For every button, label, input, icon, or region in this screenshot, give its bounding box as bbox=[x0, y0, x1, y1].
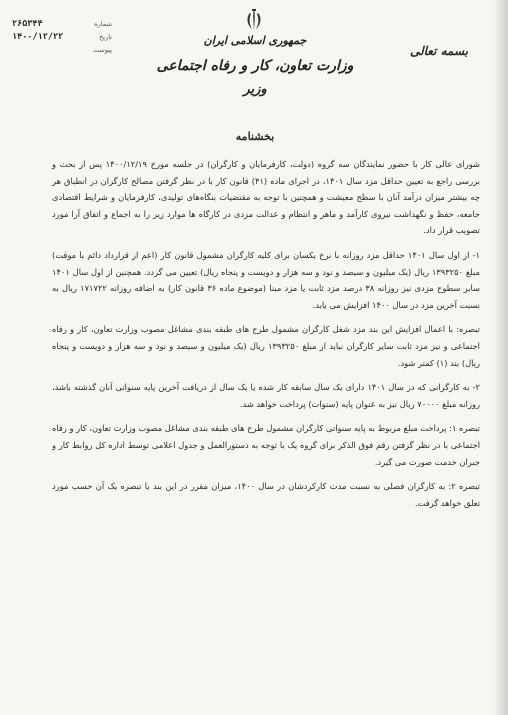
date-row bbox=[12, 31, 112, 44]
paragraph-note-2: تبصره ۲: به کارگران فصلی به نسبت مدت کارکردشان در سال ۱۴۰۰، میزان مقرر در این بند با تبصره یک آن حسب مورد تعلق خواهد گرفت. bbox=[52, 481, 480, 508]
number-label: شماره bbox=[94, 20, 112, 28]
paragraph-item-2: ۲- به کارگرانی که در سال ۱۴۰۱ دارای یک سال سابقه کار شده یا یک سال از دریافت آخرین پایه سنواتی آنان گذشته باشد، روزانه مبلغ ۷۰۰۰۰ ریال نیز به عنوان پایه (سنوات) پرداخت خواهد شد. bbox=[52, 382, 480, 409]
document-body bbox=[52, 156, 480, 519]
number-value: ۲۶۵۳۴۴ bbox=[12, 19, 43, 29]
paragraph-note-1: تبصره ۱: پرداخت مبلغ مربوط به پایه سنواتی کارگران مشمول طرح های طبقه بندی مشاغل مصوب وزارت تعاون، کار و رفاه اجتماعی با در نظر گرفتن رقم فوق الذکر برای گروه یک با توجه به دستورالعمل و جدول اعلامی توسط اداره کل روابط کار و جبران خدمت صورت می گیرد. bbox=[52, 423, 480, 467]
document-title: بخشنامه bbox=[235, 130, 275, 143]
office-name: وزیر bbox=[243, 82, 267, 97]
letter-meta bbox=[12, 18, 112, 57]
date-label: تاریخ bbox=[99, 33, 112, 41]
basmala: بسمه تعالی bbox=[409, 44, 468, 58]
attach-label: پیوست bbox=[93, 46, 112, 54]
country-name: جمهوری اسلامی ایران bbox=[203, 34, 307, 47]
paragraph-intro: شورای عالی کار با حضور نمایندگان سه گروه (دولت، کارفرمایان و کارگران) در جلسه مورخ ۱۴۰۰/۱۲/۱۹ پس از بحث و بررسی راجع به تعیین حداقل مزد سال ۱۴۰۱، در اجرای ماده (۴۱) قانون کار با در نظر گرفتن مصالح کارگران در انطباق هر چه بیشتر میزان درآمد آنان با سطح معیشت و همچنین با توجه به مقتضیات بنگاه‌های تولیدی، کارفرمایان و شرایط اقتصادی جامعه، حفظ و نگهداشت نیروی کارآمد و ماهر و انتظام و عدالت مزدی در کارگاه ها موارد زیر را به اجماع و اتفاق آرا مورد تصویب قرار داد. bbox=[52, 159, 481, 236]
paragraph-note: تبصره: با اعمال افزایش این بند مزد شغل کارگران مشمول طرح های طبقه بندی مشاغل مصوب وزارت تعاون، کار و رفاه اجتماعی و نیز مزد ثابت سایر کارگران نباید از مبلغ ۱۳۹۳۲۵۰ ریال (یک میلیون و سیصد و نود و سه هزار و دویست و پنجاه ریال) بند (۱) کمتر شود. bbox=[52, 324, 480, 368]
date-value: ۱۴۰۰/۱۲/۲۲ bbox=[12, 32, 64, 42]
number-row bbox=[12, 18, 112, 31]
attach-row bbox=[12, 44, 112, 57]
ministry-name: وزارت تعاون، کار و رفاه اجتماعی bbox=[156, 58, 354, 74]
paragraph-item-1: ۱- از اول سال ۱۴۰۱ حداقل مزد روزانه با نرخ یکسان برای کلیه کارگران مشمول قانون کار (اعم از قرارداد دائم یا موقت) مبلغ ۱۳۹۳۲۵۰ ریال (یک میلیون و سیصد و نود و سه هزار و دویست و پنجاه ریال) تعیین می گردد. همچنین از اول سال ۱۴۰۱ سایر سطوح مزدی نیز روزانه ۳۸ درصد مزد ثابت یا مزد مبنا (موضوع ماده ۳۶ قانون کار) به اضافه روزانه ۱۷۱۷۲۲ ریال به نسبت آخرین مزد در سال ۱۴۰۰ افزایش می یابد. bbox=[52, 249, 480, 310]
iran-emblem-icon bbox=[244, 8, 264, 32]
page-fold-shadow bbox=[494, 0, 508, 715]
